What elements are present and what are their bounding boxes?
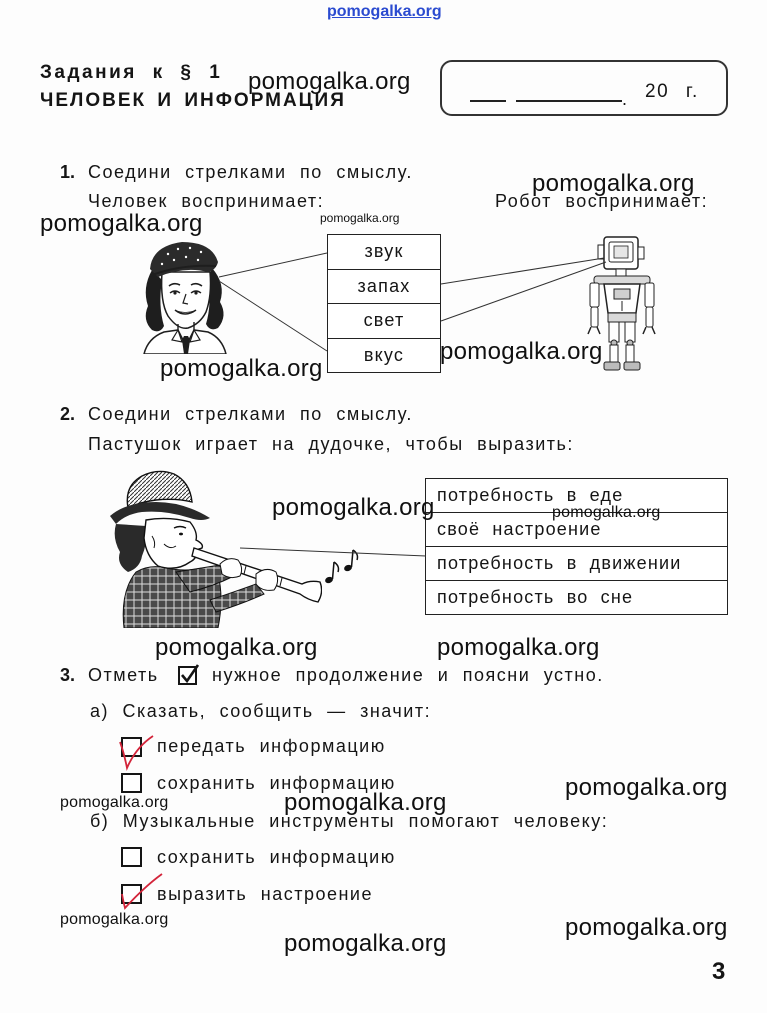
perception-options-table bbox=[327, 234, 441, 373]
watermark: pomogalka.org bbox=[284, 930, 447, 957]
table-row-taste: вкус bbox=[363, 344, 405, 365]
watermark: pomogalka.org bbox=[272, 494, 435, 521]
watermark: pomogalka.org bbox=[155, 634, 318, 661]
answer-line bbox=[441, 262, 606, 321]
task-number: 2. bbox=[60, 404, 76, 424]
task-prompt: Соедини стрелками по смыслу. bbox=[88, 162, 413, 182]
watermark: pomogalka.org bbox=[532, 170, 695, 197]
part-b-label: б) Музыкальные инструменты помогают человеку: bbox=[90, 811, 609, 831]
table-row-movement: потребность в движении bbox=[426, 547, 727, 581]
pen-check-mark bbox=[115, 732, 155, 772]
option-text: сохранить информацию bbox=[157, 847, 396, 867]
shepherd-hat bbox=[110, 471, 210, 524]
watermark: pomogalka.org bbox=[440, 338, 603, 365]
part-a-label: а) Сказать, сообщить — значит: bbox=[90, 701, 432, 721]
answer-line bbox=[219, 253, 327, 277]
watermark: pomogalka.org bbox=[60, 794, 169, 811]
date-month-blank bbox=[516, 100, 622, 102]
task-number: 1. bbox=[60, 162, 76, 182]
section-heading: Задания к § 1 bbox=[40, 62, 223, 83]
watermark: pomogalka.org bbox=[248, 68, 411, 95]
task-question: Пастушок играет на дудочке, чтобы выразить: bbox=[88, 434, 574, 454]
option-text: передать информацию bbox=[157, 736, 386, 756]
pen-check-mark bbox=[116, 872, 164, 910]
watermark: pomogalka.org bbox=[60, 911, 169, 928]
task-prompt: Соедини стрелками по смыслу. bbox=[88, 404, 413, 424]
watermark: pomogalka.org bbox=[552, 504, 661, 521]
date-dot: . bbox=[622, 89, 629, 109]
robot-head bbox=[598, 237, 644, 276]
table-row-food: потребность в еде bbox=[426, 479, 727, 513]
watermark: pomogalka.org bbox=[437, 634, 600, 661]
table-row-sound: звук bbox=[328, 235, 440, 270]
task-number: 3. bbox=[60, 665, 76, 685]
face bbox=[162, 272, 211, 328]
watermark: pomogalka.org bbox=[320, 211, 400, 225]
table-row-mood: своё настроение bbox=[426, 513, 727, 547]
answer-line bbox=[441, 258, 604, 284]
robot-label: Робот воспринимает: bbox=[495, 191, 709, 211]
table-row-smell: запах bbox=[328, 270, 440, 305]
shepherd-illustration bbox=[106, 468, 322, 628]
watermark: pomogalka.org bbox=[40, 210, 203, 237]
date-day-blank bbox=[470, 100, 506, 102]
date-year: 20 г. bbox=[645, 81, 699, 102]
watermark: pomogalka.org bbox=[565, 914, 728, 941]
watermark: pomogalka.org bbox=[565, 774, 728, 801]
person-label: Человек воспринимает: bbox=[88, 191, 325, 211]
task-prompt-end: нужное продолжение и поясни устно. bbox=[212, 665, 604, 685]
checkbox bbox=[121, 847, 142, 867]
music-notes-icon bbox=[322, 544, 362, 588]
option-text: выразить настроение bbox=[157, 884, 373, 904]
page-number: 3 bbox=[712, 958, 726, 985]
watermark: pomogalka.org bbox=[160, 355, 323, 382]
task-prompt-start: Отметь bbox=[88, 665, 159, 685]
expression-options-table bbox=[425, 478, 728, 615]
checkbox bbox=[121, 773, 142, 793]
person-illustration bbox=[138, 236, 230, 354]
answer-line bbox=[219, 281, 327, 351]
table-row-light: свет bbox=[328, 304, 440, 339]
watermark-link: pomogalka.org bbox=[327, 3, 442, 20]
checked-box-icon bbox=[177, 662, 201, 686]
page-title: ЧЕЛОВЕК И ИНФОРМАЦИЯ bbox=[40, 90, 346, 111]
watermark: pomogalka.org bbox=[284, 789, 447, 816]
shepherd-head bbox=[115, 518, 203, 572]
option-text: сохранить информацию bbox=[157, 773, 396, 793]
table-row-sleep: потребность во сне bbox=[437, 587, 634, 607]
